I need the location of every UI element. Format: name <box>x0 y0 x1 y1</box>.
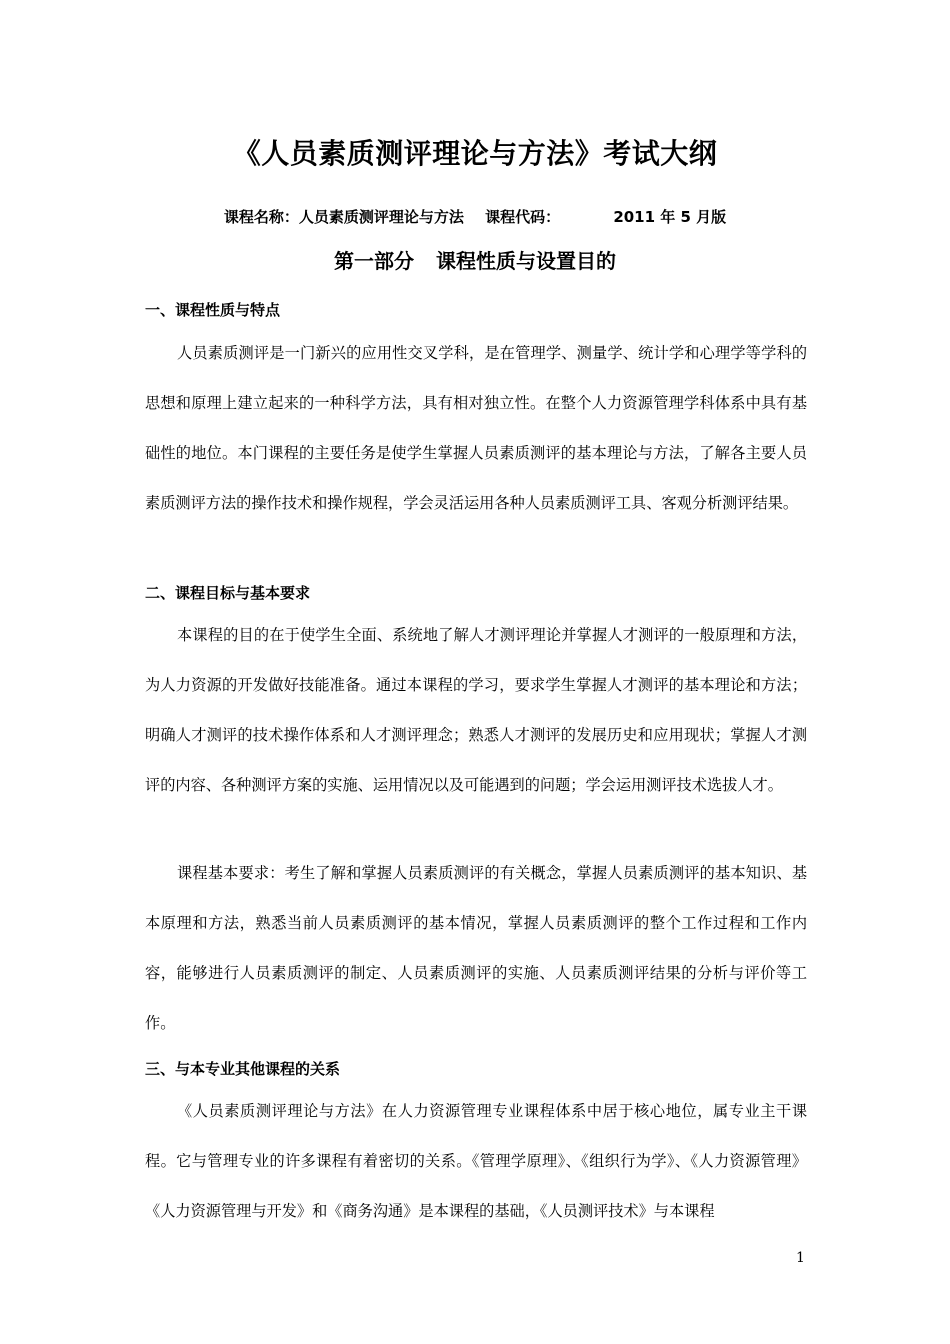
section-3-paragraph-1: 《人员素质测评理论与方法》在人力资源管理专业课程体系中居于核心地位，属专业主干课程。它与管理专业的许多课程有着密切的关系。《管理学原理》、《组织行为学》、《人力资源管理》《人力资源管理与开发》和《商务沟通》是本课程的基础，《人员测评技术》与本课程 <box>145 1102 807 1220</box>
section-heading-3: 三、与本专业其他课程的关系 <box>145 1060 341 1078</box>
part-title <box>0 245 950 274</box>
section-2-paragraph-2: 课程基本要求：考生了解和掌握人员素质测评的有关概念，掌握人员素质测评的基本知识、基本原理和方法，熟悉当前人员素质测评的基本情况，掌握人员素质测评的整个工作过程和工作内容，能够进行人员素质测评的制定、人员素质测评的实施、人员素质测评结果的分析与评价等工作。 <box>145 864 807 1032</box>
section-heading-2: 二、课程目标与基本要求 <box>145 584 311 602</box>
document-title: 《人员素质测评理论与方法》考试大纲 <box>232 137 718 170</box>
course-edition: 2011 年 5 月版 <box>613 208 727 226</box>
section-2-paragraph-1: 本课程的目的在于使学生全面、系统地了解人才测评理论并掌握人才测评的一般原理和方法，为人力资源的开发做好技能准备。通过本课程的学习，要求学生掌握人才测评的基本理论和方法；明确人才测评的技术操作体系和人才测评理念；熟悉人才测评的发展历史和应用现状；掌握人才测评的内容、各种测评方案的实施、运用情况以及可能遇到的问题；学会运用测评技术选拔人才。 <box>145 626 807 794</box>
part-number: 第一部分 <box>334 249 414 273</box>
course-name: 课程名称：人员素质测评理论与方法 <box>223 208 464 226</box>
section-heading-1: 一、课程性质与特点 <box>145 301 281 319</box>
part-name: 课程性质与设置目的 <box>436 249 616 273</box>
course-code: 课程代码： <box>485 208 561 226</box>
course-info-line <box>0 206 950 227</box>
page-number: 1 <box>796 1250 805 1266</box>
section-1-paragraph-1: 人员素质测评是一门新兴的应用性交叉学科，是在管理学、测量学、统计学和心理学等学科的思想和原理上建立起来的一种科学方法，具有相对独立性。在整个人力资源管理学科体系中具有基础性的地位。本门课程的主要任务是使学生掌握人员素质测评的基本理论与方法，了解各主要人员素质测评方法的操作技术和操作规程，学会灵活运用各种人员素质测评工具、客观分析测评结果。 <box>145 344 807 512</box>
